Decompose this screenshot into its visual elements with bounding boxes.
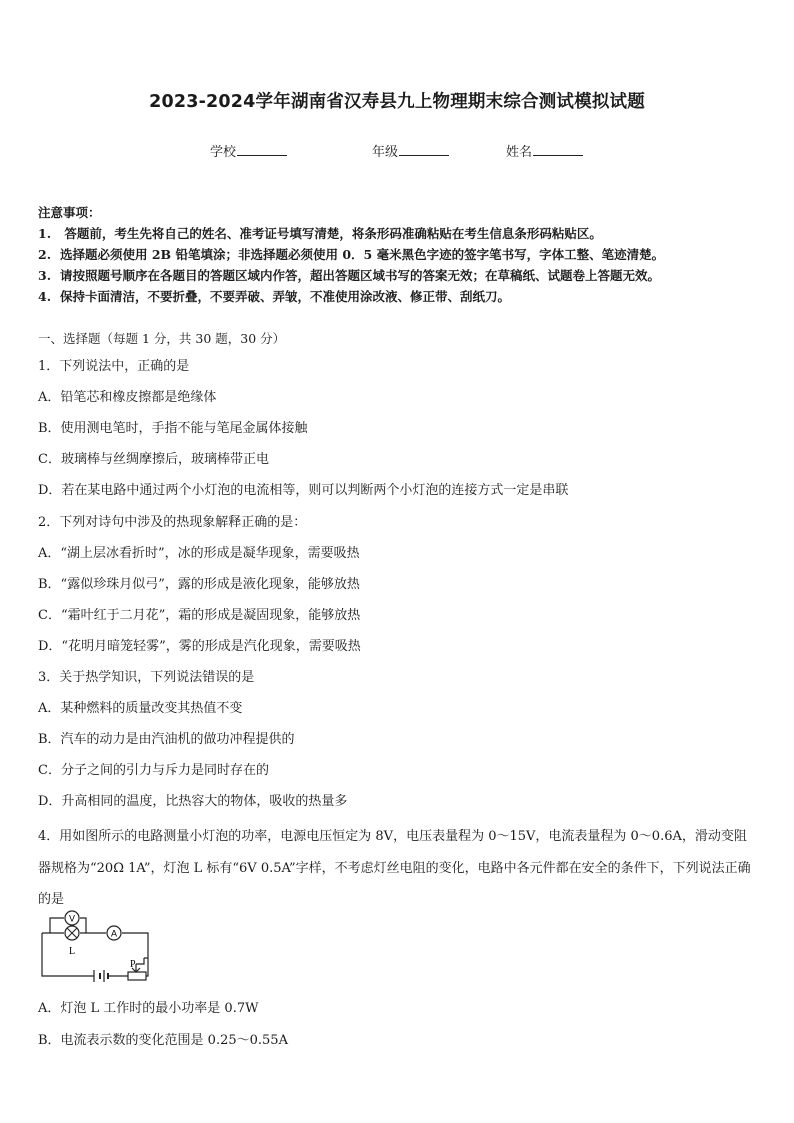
note-item: 2. 选择题必须使用 2B 铅笔填涂；非选择题必须使用 0．5 毫米黑色字迹的签字笔书写，字体工整、笔迹清楚。 bbox=[38, 247, 665, 262]
school-blank[interactable] bbox=[237, 143, 287, 156]
question-2-option-b: B．“露似珍珠月似弓”，露的形成是液化现象，能够放热 bbox=[38, 577, 360, 592]
note-item: 3. 请按照题号顺序在各题目的答题区域内作答，超出答题区域书写的答案无效；在草稿纸、试题卷上答题无效。 bbox=[38, 268, 661, 283]
exam-title: 2023-2024学年湖南省汉寿县九上物理期末综合测试模拟试题 bbox=[149, 92, 645, 112]
ammeter-label: A bbox=[110, 928, 118, 939]
question-1-option-c: C．玻璃棒与丝绸摩擦后，玻璃棒带正电 bbox=[38, 452, 269, 467]
question-3-option-c: C．分子之间的引力与斥力是同时存在的 bbox=[38, 763, 269, 778]
voltmeter-icon bbox=[65, 911, 79, 925]
question-3-option-d: D．升高相同的温度，比热容大的物体，吸收的热量多 bbox=[38, 794, 348, 809]
question-4-option-b: B．电流表示数的变化范围是 0.25～0.55A bbox=[38, 1033, 288, 1048]
question-1-option-a: A．铅笔芯和橡皮擦都是绝缘体 bbox=[38, 390, 217, 405]
grade-label: 年级 bbox=[372, 145, 399, 160]
rheostat-label: P bbox=[130, 959, 136, 970]
question-3-stem: 3．关于热学知识，下列说法错误的是 bbox=[38, 670, 255, 685]
question-2-option-a: A．“湖上层冰看折时”，冰的形成是凝华现象，需要吸热 bbox=[38, 546, 360, 561]
notes-heading: 注意事项： bbox=[38, 205, 101, 220]
question-1-stem: 1．下列说法中，正确的是 bbox=[38, 359, 190, 374]
question-1-option-b: B．使用测电笔时，手指不能与笔尾金属体接触 bbox=[38, 421, 308, 436]
ammeter-icon bbox=[107, 926, 121, 940]
circuit-diagram bbox=[36, 908, 156, 984]
question-2-stem: 2．下列对诗句中涉及的热现象解释正确的是： bbox=[38, 515, 307, 530]
question-3-option-a: A．某种燃料的质量改变其热值不变 bbox=[38, 701, 243, 716]
question-1-option-d: D．若在某电路中通过两个小灯泡的电流相等，则可以判断两个小灯泡的连接方式一定是串联 bbox=[38, 483, 569, 498]
note-item: 1. 答题前，考生先将自己的姓名、准考证号填写清楚，将条形码准确粘贴在考生信息条形码粘贴区。 bbox=[38, 226, 602, 241]
note-item: 4. 保持卡面清洁，不要折叠，不要弄破、弄皱，不准使用涂改液、修正带、刮纸刀。 bbox=[38, 289, 511, 304]
name-field bbox=[506, 141, 583, 160]
lamp-label: L bbox=[68, 946, 76, 957]
lamp-icon bbox=[65, 926, 79, 957]
question-2-option-d: D．“花明月暗笼轻雾”，雾的形成是汽化现象，需要吸热 bbox=[38, 639, 361, 654]
school-field bbox=[210, 141, 287, 160]
grade-field bbox=[372, 141, 449, 160]
name-label: 姓名 bbox=[506, 145, 533, 160]
question-4-option-a: A．灯泡 L 工作时的最小功率是 0.7W bbox=[38, 1001, 259, 1016]
grade-blank[interactable] bbox=[399, 143, 449, 156]
voltmeter-label: V bbox=[68, 913, 76, 924]
question-4-stem: 4．用如图所示的电路测量小灯泡的功率，电源电压恒定为 8V，电压表量程为 0～15V，电流表量程为 0～0.6A，滑动变阻器规格为“20Ω 1A”，灯泡 L 标有“6V 0.5A”字样，不考虑灯丝电阻的变化，电路中各元件都在安全的条件下，下列说法正确的是 bbox=[38, 829, 751, 907]
question-3-option-b: B．汽车的动力是由汽油机的做功冲程提供的 bbox=[38, 732, 295, 747]
name-blank[interactable] bbox=[533, 143, 583, 156]
school-label: 学校 bbox=[210, 145, 237, 160]
section-heading: 一、选择题（每题 1 分，共 30 题，30 分） bbox=[38, 331, 286, 346]
question-2-option-c: C．“霜叶红于二月花”，霜的形成是凝固现象，能够放热 bbox=[38, 608, 361, 623]
